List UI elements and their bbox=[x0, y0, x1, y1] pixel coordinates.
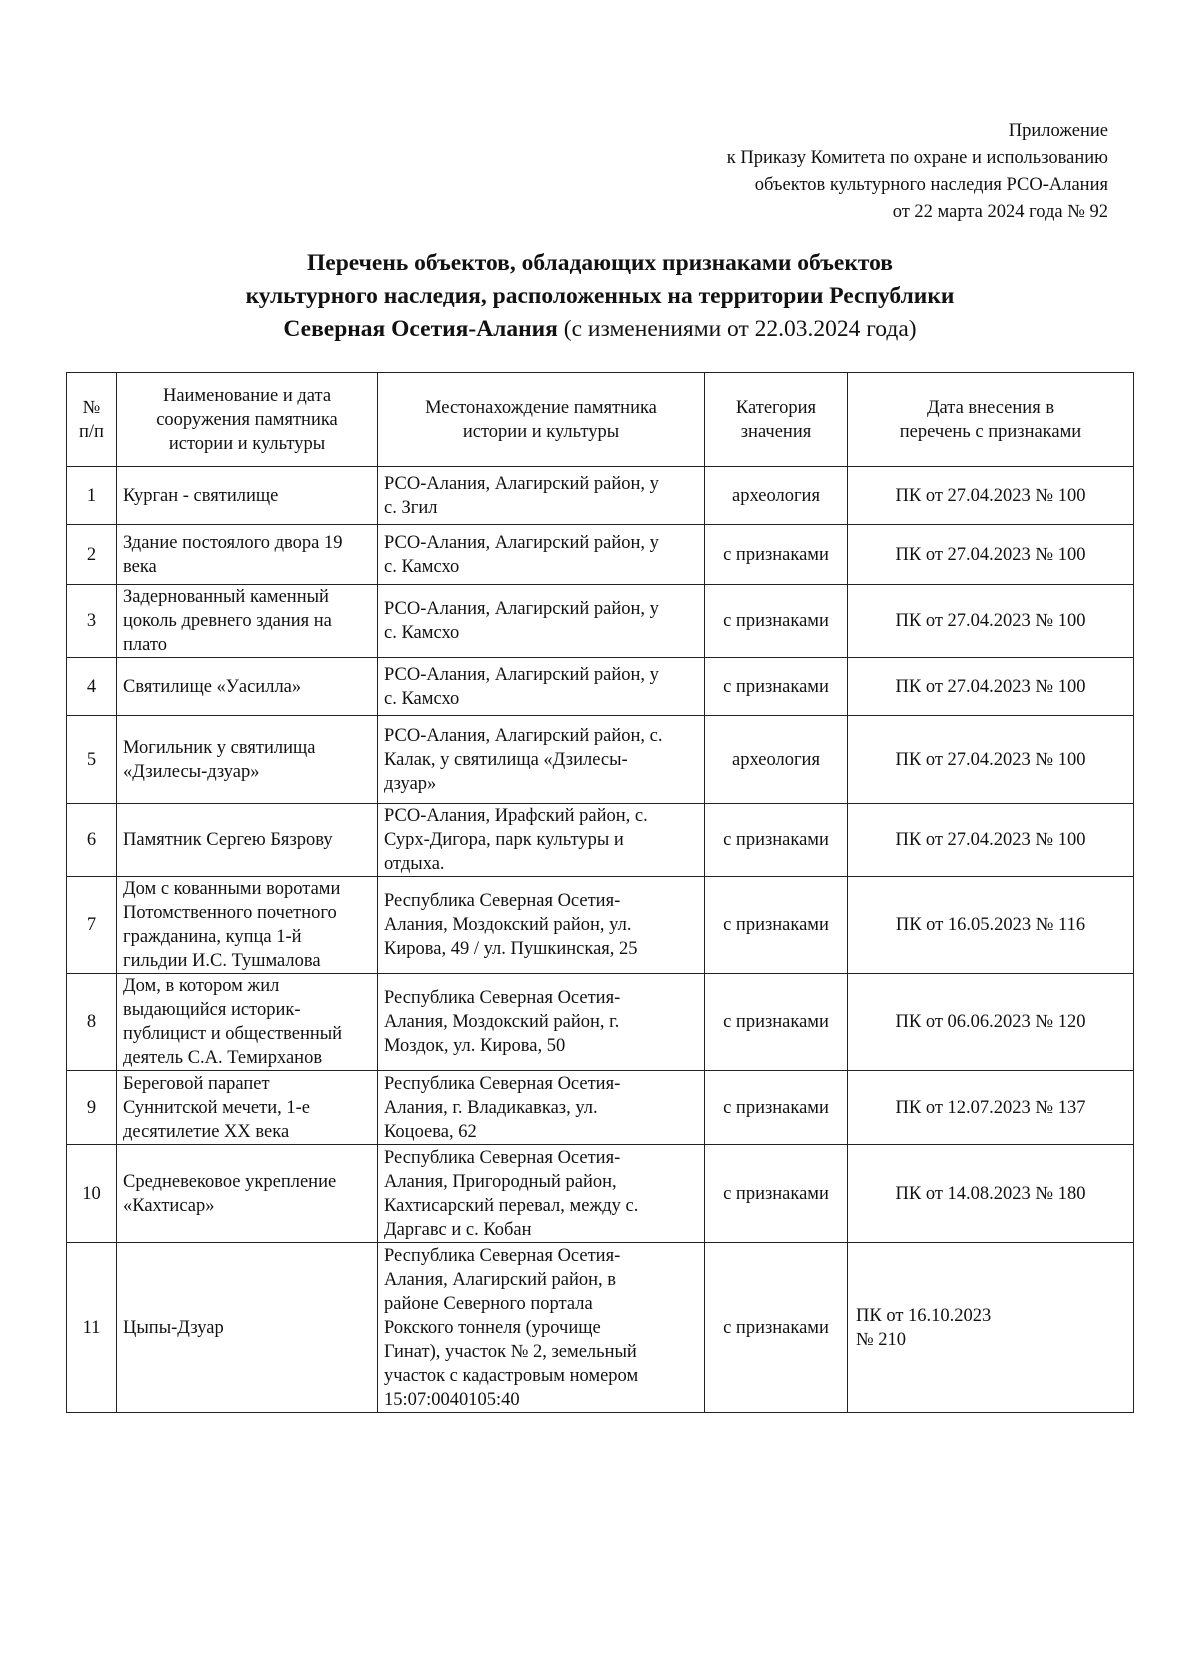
cell-line: Памятник Сергею Бязрову bbox=[123, 830, 333, 850]
header-location bbox=[378, 373, 705, 467]
table-row bbox=[67, 716, 1134, 804]
cell-line: Алания, Пригородный район, bbox=[384, 1171, 617, 1192]
cell-line: Алания, г. Владикавказ, ул. bbox=[384, 1097, 598, 1118]
object-category: с признаками bbox=[705, 525, 848, 585]
object-category: с признаками bbox=[705, 1145, 848, 1243]
title-line: культурного наследия, расположенных на территории Республики bbox=[245, 283, 955, 309]
header-text: Наименование и дата bbox=[162, 385, 332, 406]
table-row bbox=[67, 658, 1134, 716]
object-category: с признаками bbox=[705, 1243, 848, 1413]
cell-line: Береговой парапет bbox=[123, 1073, 270, 1094]
header-text: перечень с признаками bbox=[899, 421, 1082, 442]
cell-line: Республика Северная Осетия- bbox=[384, 1245, 621, 1266]
cell-line: Республика Северная Осетия- bbox=[384, 1073, 621, 1094]
cell-line: Святилище «Уасилла» bbox=[123, 676, 302, 697]
header-text: п/п bbox=[79, 421, 104, 442]
cell-line: десятилетие XX века bbox=[123, 1121, 290, 1142]
cell-line: с. Камсхо bbox=[384, 623, 460, 643]
cell-line: Дом с кованными воротами bbox=[123, 879, 341, 899]
object-location bbox=[378, 585, 705, 658]
cell-line: Гинат), участок № 2, земельный bbox=[384, 1341, 637, 1362]
cell-line: Дом, в котором жил bbox=[123, 976, 280, 996]
cell-line: Цыпы-Дзуар bbox=[123, 1317, 224, 1338]
cell-line: РСО-Алания, Ирафский район, с. bbox=[384, 806, 648, 826]
object-category: с признаками bbox=[705, 585, 848, 658]
object-name bbox=[117, 1071, 378, 1145]
cell-line: Кирова, 49 / ул. Пушкинская, 25 bbox=[384, 939, 638, 959]
table-row bbox=[67, 525, 1134, 585]
cell-line: Суннитской мечети, 1-е bbox=[123, 1097, 311, 1118]
cell-line: ПК от 27.04.2023 № 100 bbox=[895, 544, 1086, 565]
object-name bbox=[117, 877, 378, 974]
object-name bbox=[117, 467, 378, 525]
row-number: 6 bbox=[67, 804, 117, 877]
title-line: Перечень объектов, обладающих признаками объектов bbox=[307, 250, 893, 276]
cell-line: ПК от 27.04.2023 № 100 bbox=[895, 830, 1086, 850]
header-date bbox=[848, 373, 1134, 467]
object-location bbox=[378, 804, 705, 877]
object-location bbox=[378, 716, 705, 804]
table-row bbox=[67, 1243, 1134, 1413]
cell-line: Задернованный каменный bbox=[123, 587, 329, 607]
table-row bbox=[67, 1071, 1134, 1145]
object-category: археология bbox=[705, 716, 848, 804]
object-name bbox=[117, 658, 378, 716]
annex-block bbox=[727, 118, 1108, 226]
cell-line: с. Камсхо bbox=[384, 688, 460, 709]
cell-line: Алания, Алагирский район, в bbox=[384, 1269, 617, 1290]
inclusion-date bbox=[848, 1243, 1134, 1413]
row-number: 11 bbox=[67, 1243, 117, 1413]
annex-line: от 22 марта 2024 года № 92 bbox=[892, 202, 1108, 222]
row-number: 3 bbox=[67, 585, 117, 658]
cell-line: Коцоева, 62 bbox=[384, 1121, 477, 1142]
row-number: 1 bbox=[67, 467, 117, 525]
cell-line: Моздок, ул. Кирова, 50 bbox=[384, 1036, 566, 1056]
row-number: 2 bbox=[67, 525, 117, 585]
cell-line: Потомственного почетного bbox=[123, 903, 337, 923]
header-text: значения bbox=[740, 421, 812, 442]
inclusion-date bbox=[848, 1071, 1134, 1145]
cell-line: Сурх-Дигора, парк культуры и bbox=[384, 830, 624, 850]
object-name bbox=[117, 585, 378, 658]
object-location bbox=[378, 467, 705, 525]
cell-line: ПК от 12.07.2023 № 137 bbox=[895, 1097, 1086, 1118]
object-category: с признаками bbox=[705, 804, 848, 877]
cell-line: гражданина, купца 1-й bbox=[123, 927, 302, 947]
annex-line: объектов культурного наследия РСО-Алания bbox=[754, 175, 1108, 195]
cell-line: ПК от 27.04.2023 № 100 bbox=[895, 676, 1086, 697]
table-row bbox=[67, 877, 1134, 974]
table-header-row bbox=[67, 373, 1134, 467]
header-text: истории и культуры bbox=[168, 433, 326, 454]
cell-line: РСО-Алания, Алагирский район, у bbox=[384, 532, 659, 553]
cell-line: Рокского тоннеля (урочище bbox=[384, 1317, 601, 1338]
cell-line: с. Згил bbox=[384, 497, 438, 518]
row-number: 4 bbox=[67, 658, 117, 716]
row-number: 10 bbox=[67, 1145, 117, 1243]
cell-line: деятель С.А. Темирханов bbox=[123, 1048, 323, 1068]
cell-line: № 210 bbox=[856, 1329, 907, 1350]
cell-line: «Кахтисар» bbox=[123, 1195, 215, 1216]
object-category: с признаками bbox=[705, 658, 848, 716]
object-name bbox=[117, 974, 378, 1071]
object-location bbox=[378, 1145, 705, 1243]
cell-line: ПК от 16.10.2023 bbox=[856, 1305, 992, 1326]
cell-line: ПК от 16.05.2023 № 116 bbox=[895, 915, 1086, 935]
inclusion-date bbox=[848, 467, 1134, 525]
cell-line: ПК от 06.06.2023 № 120 bbox=[895, 1012, 1086, 1032]
annex-line: Приложение bbox=[1008, 121, 1108, 141]
header-num bbox=[67, 373, 117, 467]
inclusion-date bbox=[848, 525, 1134, 585]
cell-line: Алания, Моздокский район, ул. bbox=[384, 915, 632, 935]
inclusion-date bbox=[848, 804, 1134, 877]
header-text: сооружения памятника bbox=[156, 409, 338, 430]
annex-line: к Приказу Комитета по охране и использованию bbox=[726, 148, 1108, 168]
cell-line: цоколь древнего здания на bbox=[123, 611, 332, 631]
header-category bbox=[705, 373, 848, 467]
cell-line: РСО-Алания, Алагирский район, у bbox=[384, 664, 659, 685]
cell-line: Кахтисарский перевал, между с. bbox=[384, 1195, 639, 1216]
cell-line: Могильник у святилища bbox=[123, 737, 316, 758]
table-row bbox=[67, 1145, 1134, 1243]
object-location bbox=[378, 877, 705, 974]
inclusion-date bbox=[848, 716, 1134, 804]
object-location bbox=[378, 1071, 705, 1145]
row-number: 7 bbox=[67, 877, 117, 974]
cell-line: РСО-Алания, Алагирский район, у bbox=[384, 599, 659, 619]
inclusion-date bbox=[848, 974, 1134, 1071]
cell-line: ПК от 27.04.2023 № 100 bbox=[895, 749, 1086, 770]
cell-line: РСО-Алания, Алагирский район, с. bbox=[384, 725, 663, 746]
cell-line: гильдии И.С. Тушмалова bbox=[123, 951, 321, 971]
row-number: 5 bbox=[67, 716, 117, 804]
header-text: Дата внесения в bbox=[926, 397, 1055, 418]
cell-line: Республика Северная Осетия- bbox=[384, 1147, 621, 1168]
object-location bbox=[378, 974, 705, 1071]
document-title bbox=[60, 247, 1140, 346]
table-row bbox=[67, 585, 1134, 658]
cell-line: Курган - святилище bbox=[123, 485, 279, 506]
cell-line: 15:07:0040105:40 bbox=[384, 1389, 520, 1410]
cell-line: публицист и общественный bbox=[123, 1024, 343, 1044]
object-category: с признаками bbox=[705, 1071, 848, 1145]
table-row bbox=[67, 974, 1134, 1071]
heritage-objects-table bbox=[66, 372, 1134, 1413]
header-name bbox=[117, 373, 378, 467]
cell-line: РСО-Алания, Алагирский район, у bbox=[384, 473, 659, 494]
inclusion-date bbox=[848, 658, 1134, 716]
object-location bbox=[378, 1243, 705, 1413]
object-name bbox=[117, 716, 378, 804]
object-category: археология bbox=[705, 467, 848, 525]
cell-line: «Дзилесы-дзуар» bbox=[123, 761, 260, 782]
cell-line: Даргавс и с. Кобан bbox=[384, 1219, 532, 1240]
header-text: истории и культуры bbox=[462, 421, 620, 442]
cell-line: ПК от 14.08.2023 № 180 bbox=[895, 1183, 1086, 1204]
cell-line: с. Камсхо bbox=[384, 556, 460, 577]
inclusion-date bbox=[848, 1145, 1134, 1243]
cell-line: ПК от 27.04.2023 № 100 bbox=[895, 485, 1086, 506]
cell-line: ПК от 27.04.2023 № 100 bbox=[895, 611, 1086, 631]
cell-line: участок с кадастровым номером bbox=[384, 1365, 639, 1386]
object-category: с признаками bbox=[705, 877, 848, 974]
header-text: Категория bbox=[735, 397, 817, 418]
object-name bbox=[117, 804, 378, 877]
header-text: Местонахождение памятника bbox=[425, 397, 657, 418]
cell-line: Средневековое укрепление bbox=[123, 1171, 337, 1192]
title-amendment-note: (с изменениями от 22.03.2024 года) bbox=[557, 316, 917, 342]
cell-line: дзуар» bbox=[384, 773, 437, 794]
object-category: с признаками bbox=[705, 974, 848, 1071]
cell-line: Здание постоялого двора 19 bbox=[123, 532, 343, 553]
cell-line: плато bbox=[123, 635, 167, 655]
table-row bbox=[67, 804, 1134, 877]
object-location bbox=[378, 658, 705, 716]
object-name bbox=[117, 525, 378, 585]
inclusion-date bbox=[848, 877, 1134, 974]
cell-line: Калак, у святилища «Дзилесы- bbox=[384, 749, 628, 770]
cell-line: Республика Северная Осетия- bbox=[384, 891, 621, 911]
cell-line: века bbox=[123, 556, 157, 577]
title-line-bold: Северная Осетия-Алания bbox=[283, 316, 558, 342]
object-name bbox=[117, 1145, 378, 1243]
cell-line: отдыха. bbox=[384, 854, 445, 874]
row-number: 9 bbox=[67, 1071, 117, 1145]
object-location bbox=[378, 525, 705, 585]
cell-line: Республика Северная Осетия- bbox=[384, 988, 621, 1008]
inclusion-date bbox=[848, 585, 1134, 658]
header-text: № bbox=[82, 397, 101, 418]
table-row bbox=[67, 467, 1134, 525]
object-name bbox=[117, 1243, 378, 1413]
cell-line: районе Северного портала bbox=[384, 1293, 593, 1314]
cell-line: выдающийся историк- bbox=[123, 1000, 301, 1020]
cell-line: Алания, Моздокский район, г. bbox=[384, 1012, 620, 1032]
row-number: 8 bbox=[67, 974, 117, 1071]
